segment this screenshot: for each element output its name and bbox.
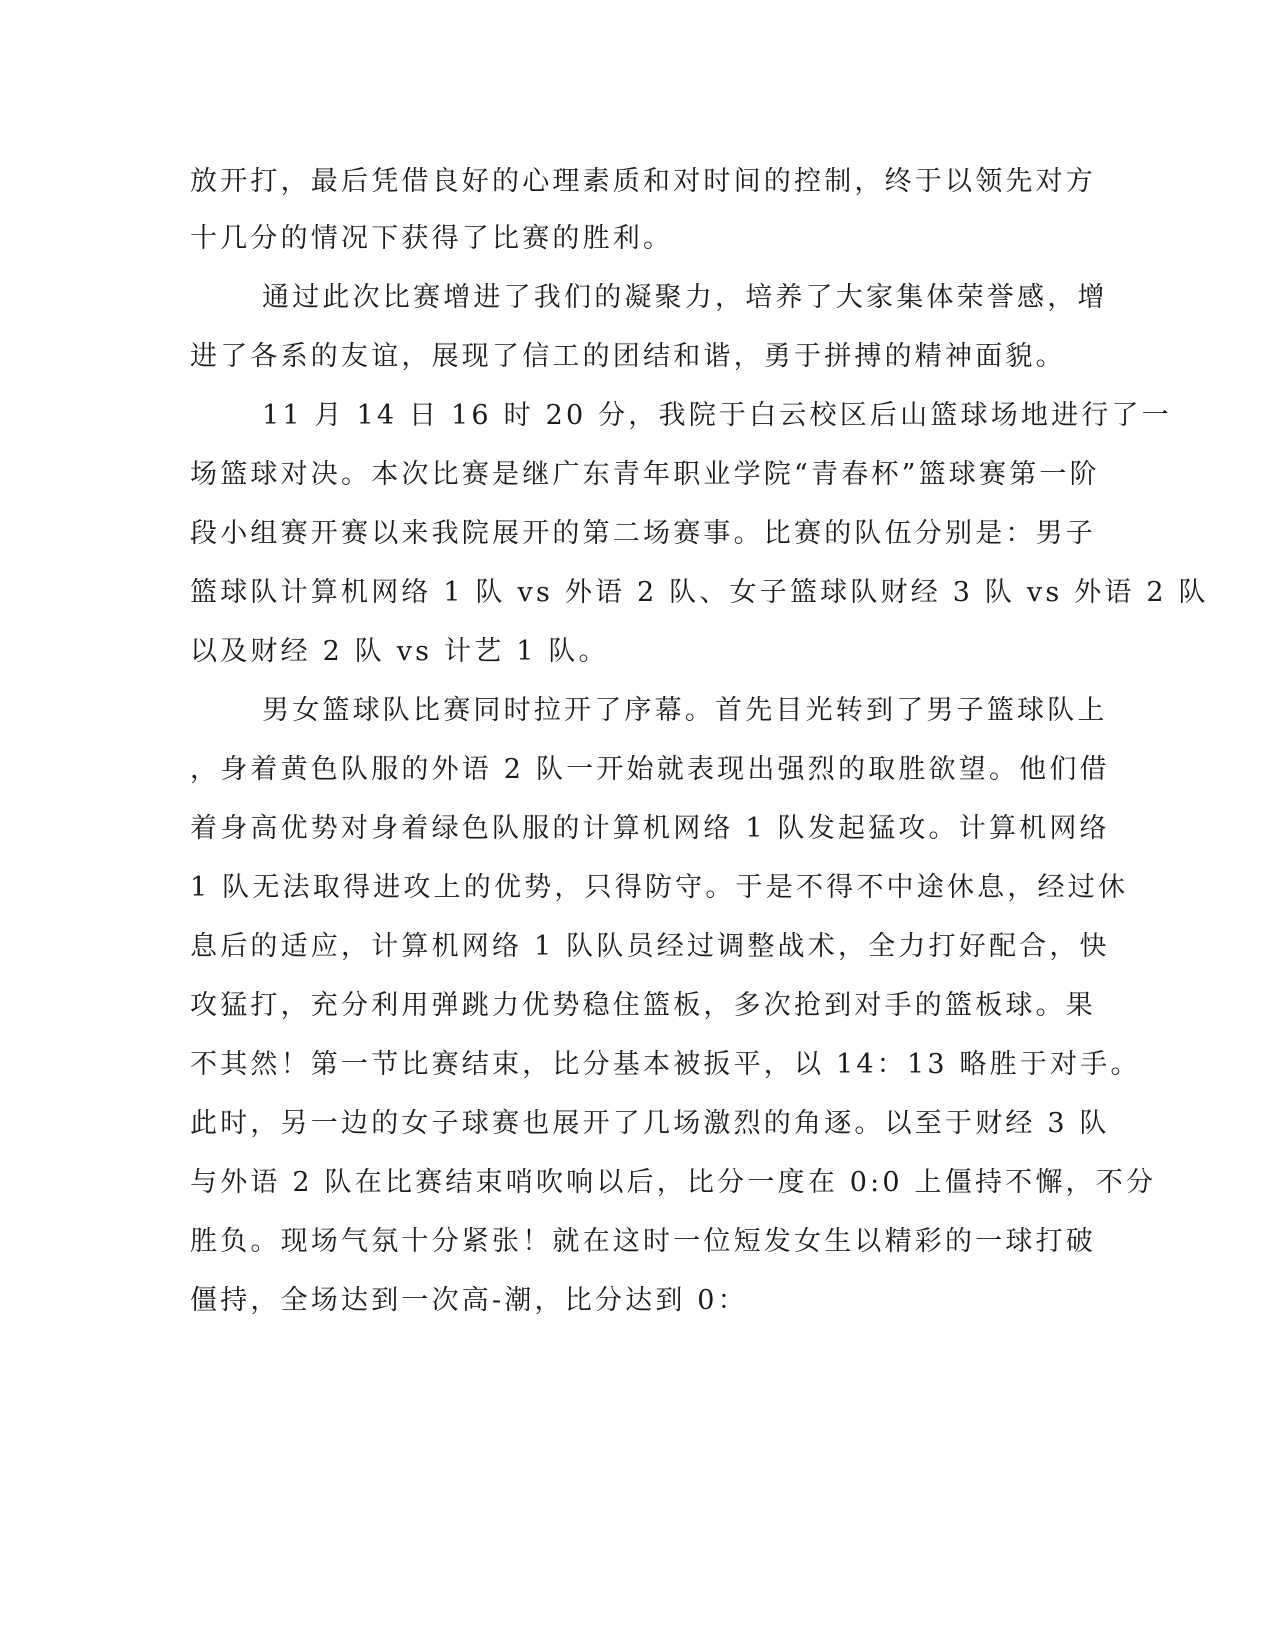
text-line: 段小组赛开赛以来我院展开的第二场赛事。比赛的队伍分别是：男子 [190, 518, 1096, 549]
paragraph-start-line: 通过此次比赛增进了我们的凝聚力，培养了大家集体荣誉感，增 [262, 282, 1108, 313]
text-line: 息后的适应，计算机网络 1 队队员经过调整战术，全力打好配合，快 [190, 931, 1110, 962]
text-line: 不其然！第一节比赛结束，比分基本被扳平，以 14：13 略胜于对手。 [190, 1049, 1141, 1080]
text-line: 僵持，全场达到一次高-潮，比分达到 0： [190, 1285, 748, 1316]
text-line: 场篮球对决。本次比赛是继广东青年职业学院“青春杯”篮球赛第一阶 [190, 459, 1100, 490]
paragraph-start-line: 11 月 14 日 16 时 20 分，我院于白云校区后山篮球场地进行了一 [262, 400, 1172, 431]
text-line: 十几分的情况下获得了比赛的胜利。 [190, 223, 674, 254]
text-line: 着身高优势对身着绿色队服的计算机网络 1 队发起猛攻。计算机网络 [190, 813, 1110, 844]
text-line: 此时，另一边的女子球赛也展开了几场激烈的角逐。以至于财经 3 队 [190, 1108, 1110, 1139]
text-line: 放开打，最后凭借良好的心理素质和对时间的控制，终于以领先对方 [190, 166, 1096, 197]
text-line: 进了各系的友谊，展现了信工的团结和谐，勇于拼搏的精神面貌。 [190, 341, 1066, 372]
text-line: 与外语 2 队在比赛结束哨吹响以后，比分一度在 0:0 上僵持不懈，不分 [190, 1167, 1157, 1198]
text-line: 篮球队计算机网络 1 队 vs 外语 2 队、女子篮球队财经 3 队 vs 外语 2 队 [190, 577, 1209, 608]
text-line: 攻猛打，充分利用弹跳力优势稳住篮板，多次抢到对手的篮板球。果 [190, 990, 1096, 1021]
text-line: 以及财经 2 队 vs 计艺 1 队。 [190, 636, 609, 667]
text-line: 胜负。现场气氛十分紧张！就在这时一位短发女生以精彩的一球打破 [190, 1226, 1096, 1257]
text-line: 1 队无法取得进攻上的优势，只得防守。于是不得不中途休息，经过休 [190, 872, 1129, 903]
text-line: ，身着黄色队服的外语 2 队一开始就表现出强烈的取胜欲望。他们借 [190, 754, 1110, 785]
paragraph-start-line: 男女篮球队比赛同时拉开了序幕。首先目光转到了男子篮球队上 [262, 695, 1108, 726]
